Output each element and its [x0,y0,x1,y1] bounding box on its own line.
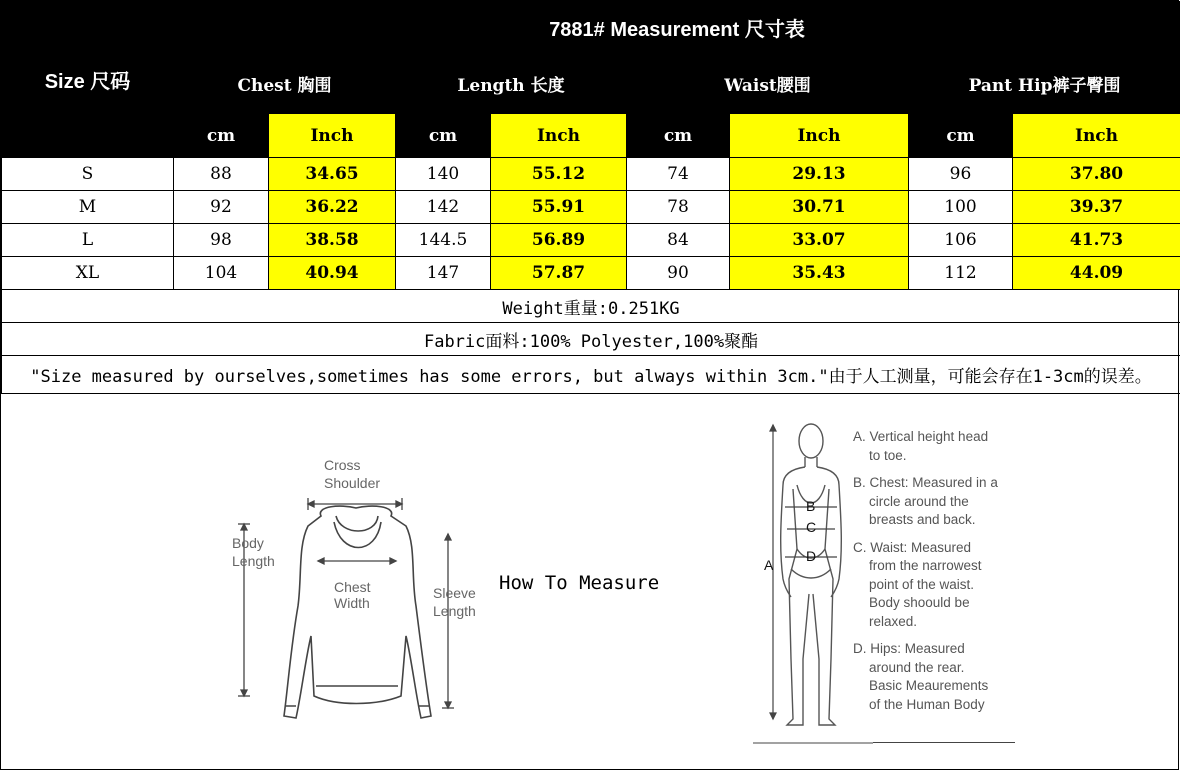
measurement-note: "Size measured by ourselves,sometimes has some errors, but always within 3cm."由于人工测量，可能会存在1-3cm的误差。 [2,356,1180,394]
figure-letter-c: C [806,519,817,535]
measurement-legend [853,428,1033,723]
cell: 84 [627,224,730,257]
cell: 100 [909,191,1013,224]
sleeve-length-label: Sleeve [433,585,476,601]
cell: 55.12 [491,158,627,191]
cell: 98 [174,224,269,257]
cell: 57.87 [491,257,627,290]
cross-shoulder-label: Shoulder [324,475,381,491]
legend-underline [873,742,1015,743]
unit-header: cm [627,114,730,158]
chest-width-label: Chest [334,579,371,595]
size-label: L [2,224,174,257]
table-row [2,257,1180,290]
unit-header: Inch [730,114,909,158]
legend-item-a: A. Vertical height head to toe. [853,429,989,463]
table-row [2,158,1180,191]
unit-header: cm [909,114,1013,158]
legend-item-c: C. Waist: Measured from the narrowest point of the waist. Body shoould be relaxed. [853,539,982,629]
body-length-label: Length [232,553,275,569]
cell: 147 [396,257,491,290]
figure-letter-b: B [806,498,816,514]
legend-item-d: D. Hips: Measured around the rear. Basic Meaurements of the Human Body [853,641,989,712]
section-length: Length 长度 [396,54,627,114]
cell: 78 [627,191,730,224]
legend-item-b: B. Chest: Measured in a circle around the breasts and back. [853,475,998,527]
cell: 35.43 [730,257,909,290]
figure-letter-d: D [806,548,817,564]
cell: 44.09 [1013,257,1180,290]
figure-letter-a: A [764,557,774,573]
cell: 29.13 [730,158,909,191]
sleeve-length-label: Length [433,603,476,619]
cell: 88 [174,158,269,191]
unit-header: Inch [491,114,627,158]
cell: 90 [627,257,730,290]
unit-header: cm [396,114,491,158]
cell: 40.94 [269,257,396,290]
cell: 56.89 [491,224,627,257]
fabric-row: Fabric面料:100% Polyester,100%聚酯 [2,323,1180,356]
cell: 144.5 [396,224,491,257]
cell: 37.80 [1013,158,1180,191]
size-header: Size 尺码 [2,2,174,158]
cell: 140 [396,158,491,191]
cross-shoulder-label: Cross [324,457,361,473]
size-label: XL [2,257,174,290]
table-title: 7881# Measurement 尺寸表 [174,2,1180,54]
section-waist: Waist腰围 [627,54,909,114]
cell: 112 [909,257,1013,290]
sweater-diagram [226,456,506,756]
section-chest: Chest 胸围 [174,54,396,114]
cell: 106 [909,224,1013,257]
cell: 96 [909,158,1013,191]
cell: 41.73 [1013,224,1180,257]
size-label: M [2,191,174,224]
cell: 104 [174,257,269,290]
cell: 142 [396,191,491,224]
size-label: S [2,158,174,191]
cell: 74 [627,158,730,191]
unit-header: cm [174,114,269,158]
table-row [2,191,1180,224]
unit-header: Inch [1013,114,1180,158]
cell: 92 [174,191,269,224]
cell: 36.22 [269,191,396,224]
weight-row: Weight重量:0.251KG [2,290,1180,323]
cell: 33.07 [730,224,909,257]
how-to-measure-panel [1,394,1180,771]
chest-width-label: Width [334,595,370,611]
cell: 39.37 [1013,191,1180,224]
table-row [2,224,1180,257]
body-length-label: Body [232,535,264,551]
section-pant-hip: Pant Hip裤子臀围 [909,54,1180,114]
cell: 34.65 [269,158,396,191]
cell: 38.58 [269,224,396,257]
unit-header: Inch [269,114,396,158]
cell: 30.71 [730,191,909,224]
how-to-measure-title: How To Measure [499,572,660,594]
size-table [1,1,1180,394]
cell: 55.91 [491,191,627,224]
